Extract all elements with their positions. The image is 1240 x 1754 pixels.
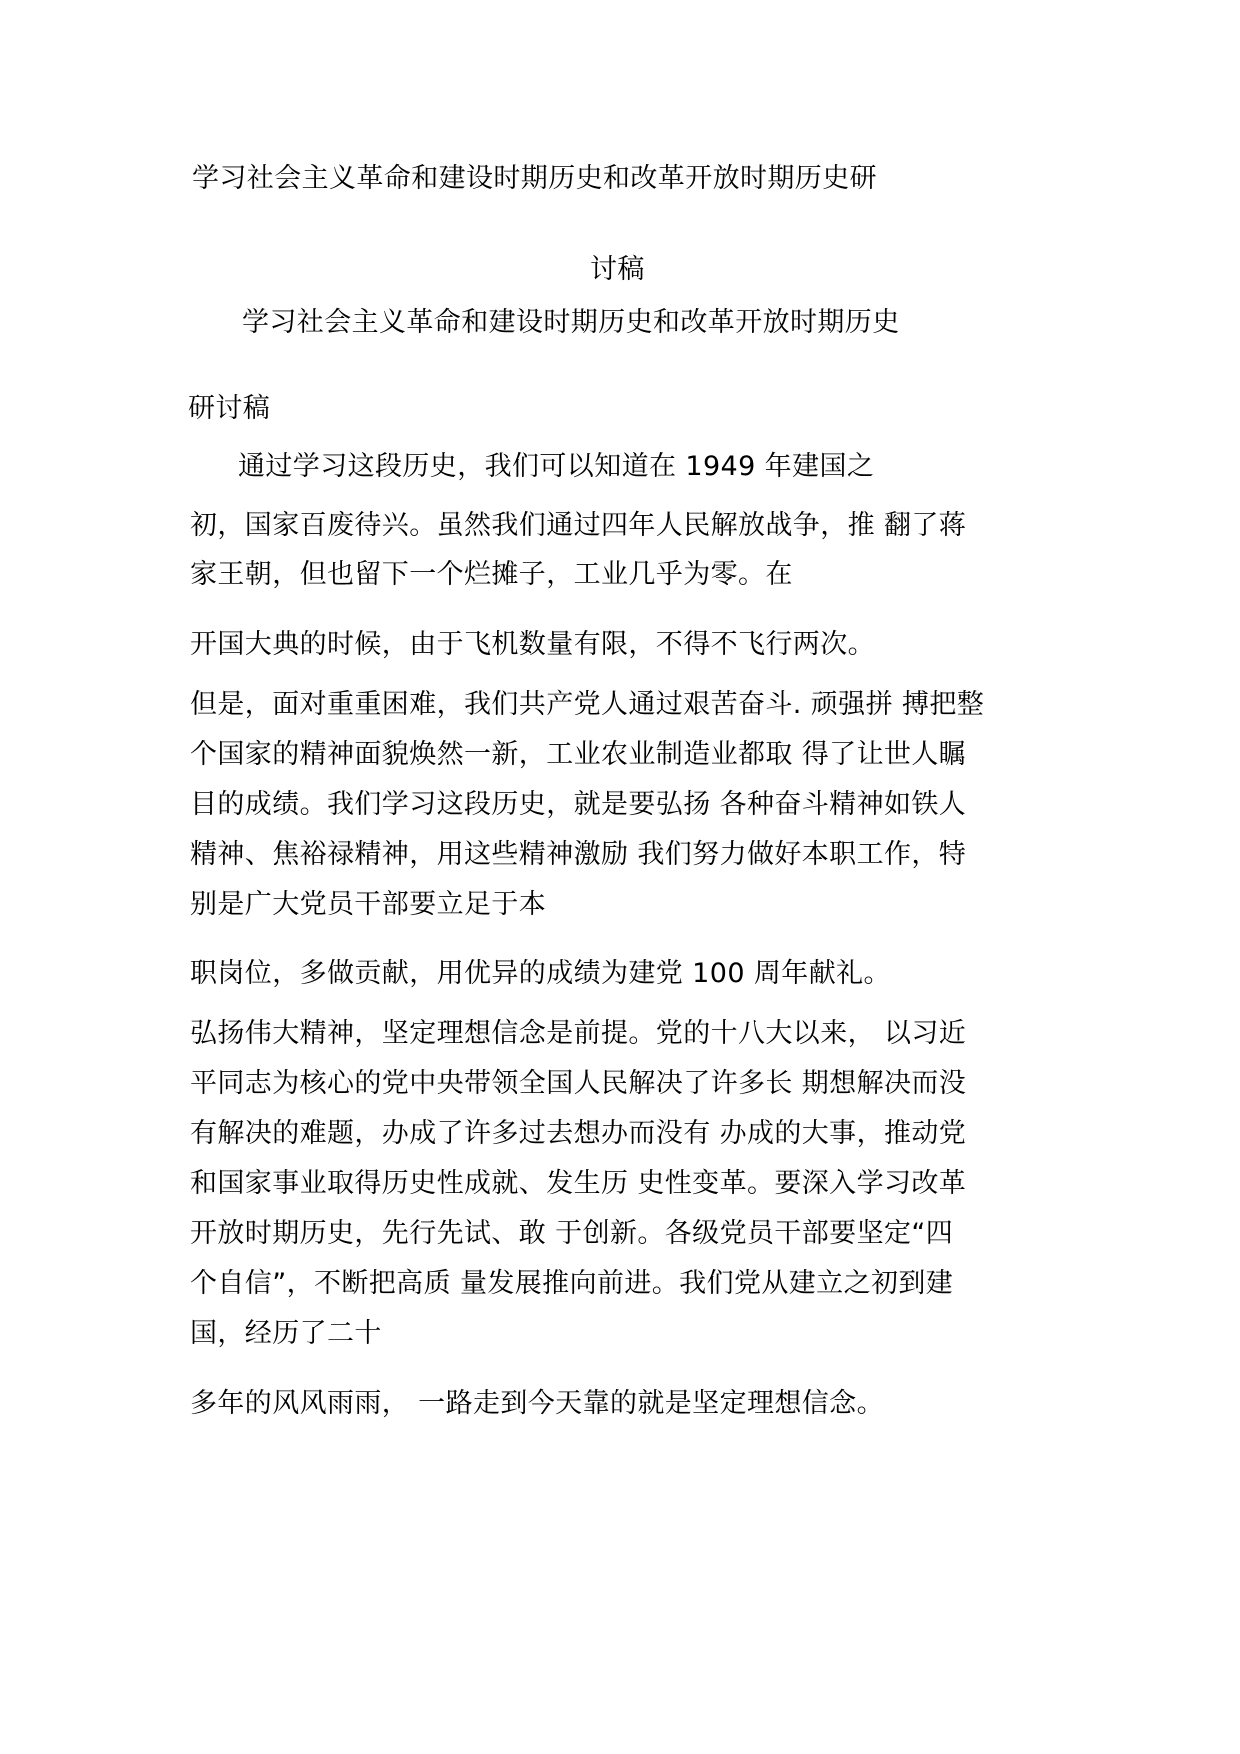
body-line: 开国大典的时候，由于飞机数量有限，不得不飞行两次。 (190, 629, 875, 660)
body-line: 目的成绩。我们学习这段历史，就是要弘扬 各种奋斗精神如铁人 (190, 789, 967, 820)
body-line: 初，国家百废待兴。虽然我们通过四年人民解放战争，推 翻了蒋 (190, 510, 967, 541)
subtitle-line-2: 研讨稿 (188, 393, 271, 424)
body-line: 但是，面对重重困难，我们共产党人通过艰苦奋斗. 顽强拼 搏把整 (190, 689, 985, 720)
subtitle-line-1: 学习社会主义革命和建设时期历史和改革开放时期历史 (242, 307, 900, 338)
title-line-1: 学习社会主义革命和建设时期历史和改革开放时期历史研 (192, 163, 877, 194)
body-line: 多年的风风雨雨， 一路走到今天靠的就是坚定理想信念。 (190, 1388, 884, 1419)
body-line: 国，经历了二十 (190, 1318, 382, 1349)
body-line: 弘扬伟大精神，坚定理想信念是前提。党的十八大以来， 以习近 (190, 1018, 967, 1049)
body-line: 个自信”，不断把高质 量发展推向前进。我们党从建立之初到建 (190, 1268, 954, 1299)
body-line: 精神、焦裕禄精神，用这些精神激励 我们努力做好本职工作，特 (190, 839, 967, 870)
body-line: 开放时期历史，先行先试、敢 于创新。各级党员干部要坚定“四 (190, 1218, 954, 1249)
body-line: 和国家事业取得历史性成就、发生历 史性变革。要深入学习改革 (190, 1168, 967, 1199)
body-line: 别是广大党员干部要立足于本 (190, 889, 547, 920)
body-line: 有解决的难题，办成了许多过去想办而没有 办成的大事，推动党 (190, 1118, 967, 1149)
body-line: 职岗位，多做贡献，用优异的成绩为建党 100 周年献礼。 (190, 958, 891, 989)
body-line: 家王朝，但也留下一个烂摊子，工业几乎为零。在 (190, 559, 793, 590)
body-line: 个国家的精神面貌焕然一新，工业农业制造业都取 得了让世人瞩 (190, 739, 967, 770)
body-line: 平同志为核心的党中央带领全国人民解决了许多长 期想解决而没 (190, 1068, 967, 1099)
body-line: 通过学习这段历史，我们可以知道在 1949 年建国之 (238, 451, 875, 482)
title-line-2: 讨稿 (590, 254, 645, 285)
